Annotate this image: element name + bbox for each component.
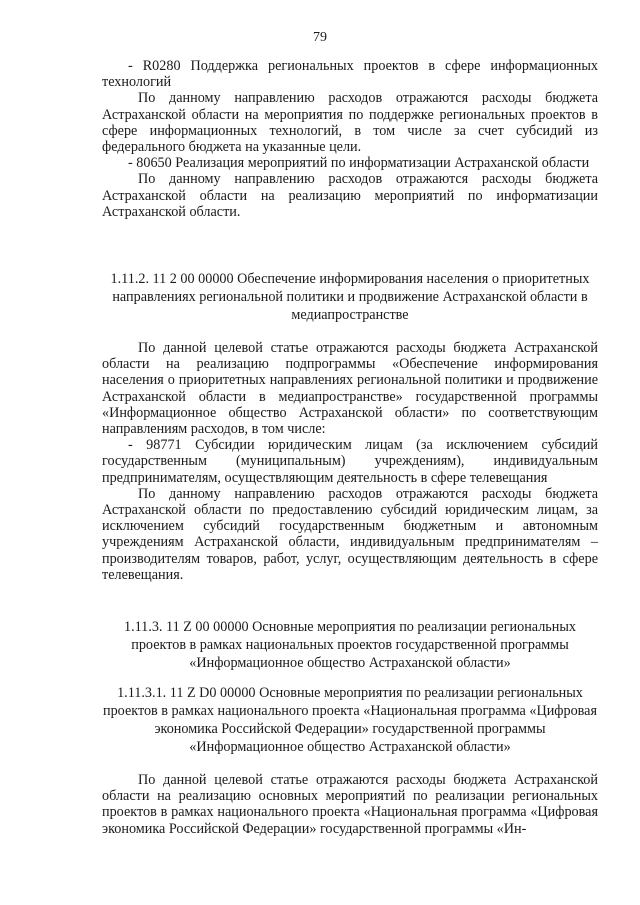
- item-r0280-description: По данному направлению расходов отражаются расходы бюджета Астраханской области на мероприятия по поддержке региональных проектов в сфере информационных технологий, в том числе за счет субсидий из федерального бюджета на указанные цели.: [102, 90, 598, 156]
- section-1-11-3-1-paragraph: По данной целевой статье отражаются расходы бюджета Астраханской области на реализацию основных мероприятий по реализации региональных проектов в рамках национального проекта «Национальная программа «Цифровая экономика Российской Федерации» государственной программы «Ин-: [102, 772, 598, 837]
- item-r0280-title: - R0280 Поддержка региональных проектов в сфере информационных технологий: [102, 58, 598, 91]
- page-number: 79: [313, 30, 327, 45]
- item-80650-description: По данному направлению расходов отражаются расходы бюджета Астраханской области на реализацию мероприятий по информатизации Астраханской области.: [102, 171, 598, 220]
- item-80650-title: - 80650 Реализация мероприятий по информатизации Астраханской области: [128, 155, 590, 172]
- section-1-11-2-paragraph: По данной целевой статье отражаются расходы бюджета Астраханской области на реализацию подпрограммы «Обеспечение информирования населения о приоритетных направлениях региональной политики и продвижение Астраханской области в медиапространстве» государственной программы «Информационное общество Астраханской области» по соответствующим направлениям расходов, в том числе:: [102, 340, 598, 438]
- section-heading-1-11-2: 1.11.2. 11 2 00 00000 Обеспечение информирования населения о приоритетных направлениях региональной политики и продвижение Астраханской области в медиапространстве: [110, 271, 590, 323]
- section-heading-1-11-3-1: 1.11.3.1. 11 Z D0 00000 Основные мероприятия по реализации региональных проектов в рамках национального проекта «Национальная программа «Цифровая экономика Российской Федерации» государственной программы «Информационное общество Астраханской области»: [102, 685, 598, 755]
- intro-block: [102, 58, 598, 220]
- item-98771-title: - 98771 Субсидии юридическим лицам (за исключением субсидий государственным (муниципальным) учреждениям), индивидуальным предпринимателям, осуществляющим деятельность в сфере телевещания: [102, 437, 598, 486]
- section-1-11-2-body: [102, 340, 598, 583]
- item-98771-description: По данному направлению расходов отражаются расходы бюджета Астраханской области по предоставлению субсидий юридическим лицам, за исключением субсидий государственным бюджетным и автономным учреждениям Астраханской области, индивидуальным предпринимателям – производителям товаров, работ, услуг, осуществляющим деятельность в сфере телевещания.: [102, 485, 598, 583]
- section-1-11-3-1-body: [102, 772, 598, 837]
- section-heading-1-11-3: 1.11.3. 11 Z 00 00000 Основные мероприятия по реализации региональных проектов в рамках национальных проектов государственной программы «Информационное общество Астраханской области»: [123, 619, 577, 671]
